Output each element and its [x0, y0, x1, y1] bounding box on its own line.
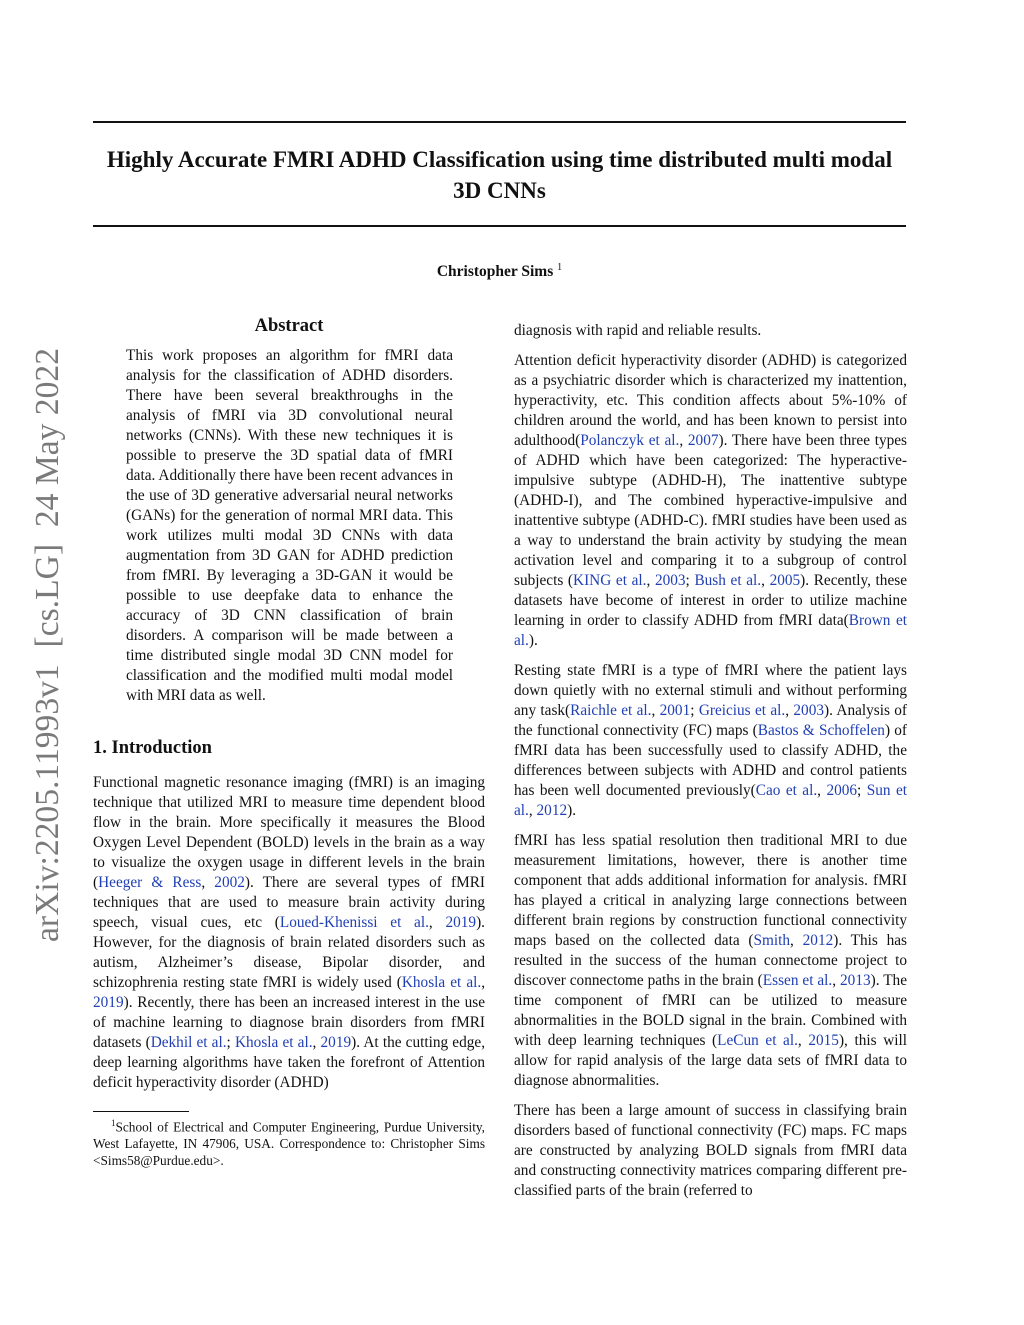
arxiv-identifier: arXiv:2205.11993v1 [cs.LG] 24 May 2022: [29, 345, 66, 942]
title-rule-top: [93, 121, 906, 123]
citation-link[interactable]: Dekhil et al.: [150, 1034, 227, 1051]
citation-link[interactable]: Loued-Khenissi et al.: [279, 914, 429, 931]
citation-year-link[interactable]: 2012: [536, 802, 568, 819]
intro-paragraph-1-continued: diagnosis with rapid and reliable results.: [514, 322, 762, 339]
abstract-heading: Abstract: [254, 316, 324, 336]
citation-year-link[interactable]: 2015: [808, 1032, 839, 1049]
citation-year-link[interactable]: 2007: [687, 432, 719, 449]
citation-year-link[interactable]: 2019: [320, 1034, 352, 1051]
intro-paragraph-3: Resting state fMRI is a type of fMRI where the patient lays down quietly with no external stimuli and without performing any task(Raichle et al., 2001; Greicius et al., 2003). Analysis of the functional connectivity (FC) maps (Bastos & Schoffelen) of fMRI data has been successfully used to classify ADHD, the differences between subjects with ADHD and control patients has been well documented previously(Cao et al., 2006; Sun et al., 2012).: [514, 662, 908, 819]
author-name: Christopher Sims: [436, 263, 554, 281]
paper-title: Highly Accurate FMRI ADHD Classification using time distributed multi modal 3D CNNs: [106, 147, 893, 203]
author-affiliation-mark: 1: [557, 262, 563, 273]
citation-link[interactable]: Khosla et al.: [234, 1034, 313, 1051]
citation-year-link[interactable]: 2003: [793, 702, 824, 719]
citation-year-link[interactable]: 2003: [654, 572, 686, 589]
citation-year-link[interactable]: 2005: [769, 572, 801, 589]
author-line: [93, 262, 906, 281]
citation-year-link[interactable]: 2019: [445, 914, 477, 931]
citation-link[interactable]: Bush et al.: [694, 572, 762, 589]
citation-link[interactable]: Sun et al.: [514, 782, 907, 819]
intro-paragraph-4: fMRI has less spatial resolution then traditional MRI to due measurement limitations, however, there is another time component that adds additional information for analysis. fMRI has played a critical in analyzing large connections between different brain regions by construction functional connectivity maps based on the collected data (Smith, 2012). This has resulted in the success of the human connectome project to discover connectome paths in the brain (Essen et al., 2013). The time component of fMRI can be utilized to measure abnormalities in the BOLD signal in the brain. Combined with with deep learning techniques (LeCun et al., 2015), this will allow for rapid analysis of the large data sets of fMRI data to diagnose abnormalities.: [514, 832, 907, 1089]
citation-link[interactable]: Greicius et al.: [698, 702, 786, 719]
citation-link[interactable]: Essen et al.: [762, 972, 833, 989]
arxiv-stamp: [20, 345, 68, 945]
citation-link[interactable]: Polanczyk et al.: [580, 432, 680, 449]
citation-year-link[interactable]: 2006: [826, 782, 858, 799]
right-column: [514, 321, 907, 1211]
citation-year-link[interactable]: 2002: [214, 874, 245, 891]
citation-link[interactable]: Heeger & Ress: [98, 874, 202, 891]
introduction-heading: 1. Introduction: [93, 738, 212, 758]
citation-link[interactable]: Khosla et al.: [401, 974, 482, 991]
left-column: [93, 316, 485, 1103]
footnote-text: School of Electrical and Computer Engineering, Purdue University, West Lafayette, IN 47906, USA. Correspondence to: Christopher Sims <Sims58@Purdue.edu>.: [93, 1119, 485, 1169]
citation-year-link[interactable]: 2012: [802, 932, 834, 949]
abstract-body: This work proposes an algorithm for fMRI data analysis for the classification of ADHD disorders. There have been several breakthroughs in the analysis of fMRI via 3D convolutional neural networks (CNNs). With these new techniques it is possible to preserve the 3D spatial data of fMRI data. Additionally there have been recent advances in the use of 3D generative adversarial neural networks (GANs) for the generation of normal MRI data. This work utilizes multi modal 3D CNNs with data augmentation from 3D GAN for ADHD prediction from fMRI. By leveraging a 3D-GAN it would be possible to use deepfake data to enhance the accuracy of 3D CNN classification of brain disorders. A comparison will be made between a time distributed single modal 3D CNN model for classification and the modified multi modal model with MRI data as well.: [126, 347, 453, 704]
citation-year-link[interactable]: 2019: [93, 994, 124, 1011]
title-rule-bottom: [93, 225, 906, 227]
intro-paragraph-2: Attention deficit hyperactivity disorder (ADHD) is categorized as a psychiatric disorder which is characterized my inattention, hyperactivity, etc. This condition affects about 5%-10% of children around the world, and has been known to persist into adulthood(Polanczyk et al., 2007). There have been three types of ADHD which have been categorized: The hyperactive-impulsive subtype (ADHD-H), The inattentive subtype (ADHD-I), and The combined hyperactive-impulsive and inattentive subtype (ADHD-C). fMRI studies have been used as a way to understand the brain activity by studying the mean activation level and comparing it to a subgroup of control subjects (KING et al., 2003; Bush et al., 2005). Recently, these datasets have become of interest in order to utilize machine learning in order to classify ADHD from fMRI data(Brown et al.).: [514, 352, 907, 649]
footnote-rule: [93, 1111, 189, 1112]
citation-year-link[interactable]: 2001: [659, 702, 691, 719]
citation-link[interactable]: Raichle et al.: [570, 702, 652, 719]
citation-year-link[interactable]: 2013: [840, 972, 871, 989]
citation-link[interactable]: Smith: [753, 932, 791, 949]
footnote-mark: 1: [111, 1118, 116, 1128]
citation-link[interactable]: Bastos & Schoffelen: [757, 722, 885, 739]
footnote: [93, 1115, 485, 1169]
citation-link[interactable]: LeCun et al.: [717, 1032, 798, 1049]
citation-link[interactable]: KING et al.: [573, 572, 647, 589]
citation-link[interactable]: Brown et al.: [514, 612, 907, 649]
intro-paragraph-5: There has been a large amount of success in classifying brain disorders based of functional connectivity (FC) maps. FC maps are constructed by analyzing BOLD signals from fMRI data and constructing connectivity matrices comparing different pre-classified parts of the brain (referred to: [514, 1102, 907, 1199]
citation-link[interactable]: Cao et al.: [755, 782, 818, 799]
intro-paragraph-1: Functional magnetic resonance imaging (fMRI) is an imaging technique that utilized MRI to measure time dependent blood flow in the brain. More specifically it measures the Blood Oxygen Level Dependent (BOLD) levels in the brain as a way to visualize the oxygen usage in different levels in the brain (Heeger & Ress, 2002). There are several types of fMRI techniques that are used to measure brain activity during speech, visual cues, etc (Loued-Khenissi et al., 2019). However, for the diagnosis of brain related disorders such as autism, Alzheimer’s disease, Bipolar disorder, and schizophrenia resting state fMRI is widely used (Khosla et al., 2019). Recently, there has been an increased interest in the use of machine learning to diagnose brain disorders from fMRI datasets (Dekhil et al.; Khosla et al., 2019). At the cutting edge, deep learning algorithms have taken the forefront of Attention deficit hyperactivity disorder (ADHD): [93, 774, 486, 1091]
